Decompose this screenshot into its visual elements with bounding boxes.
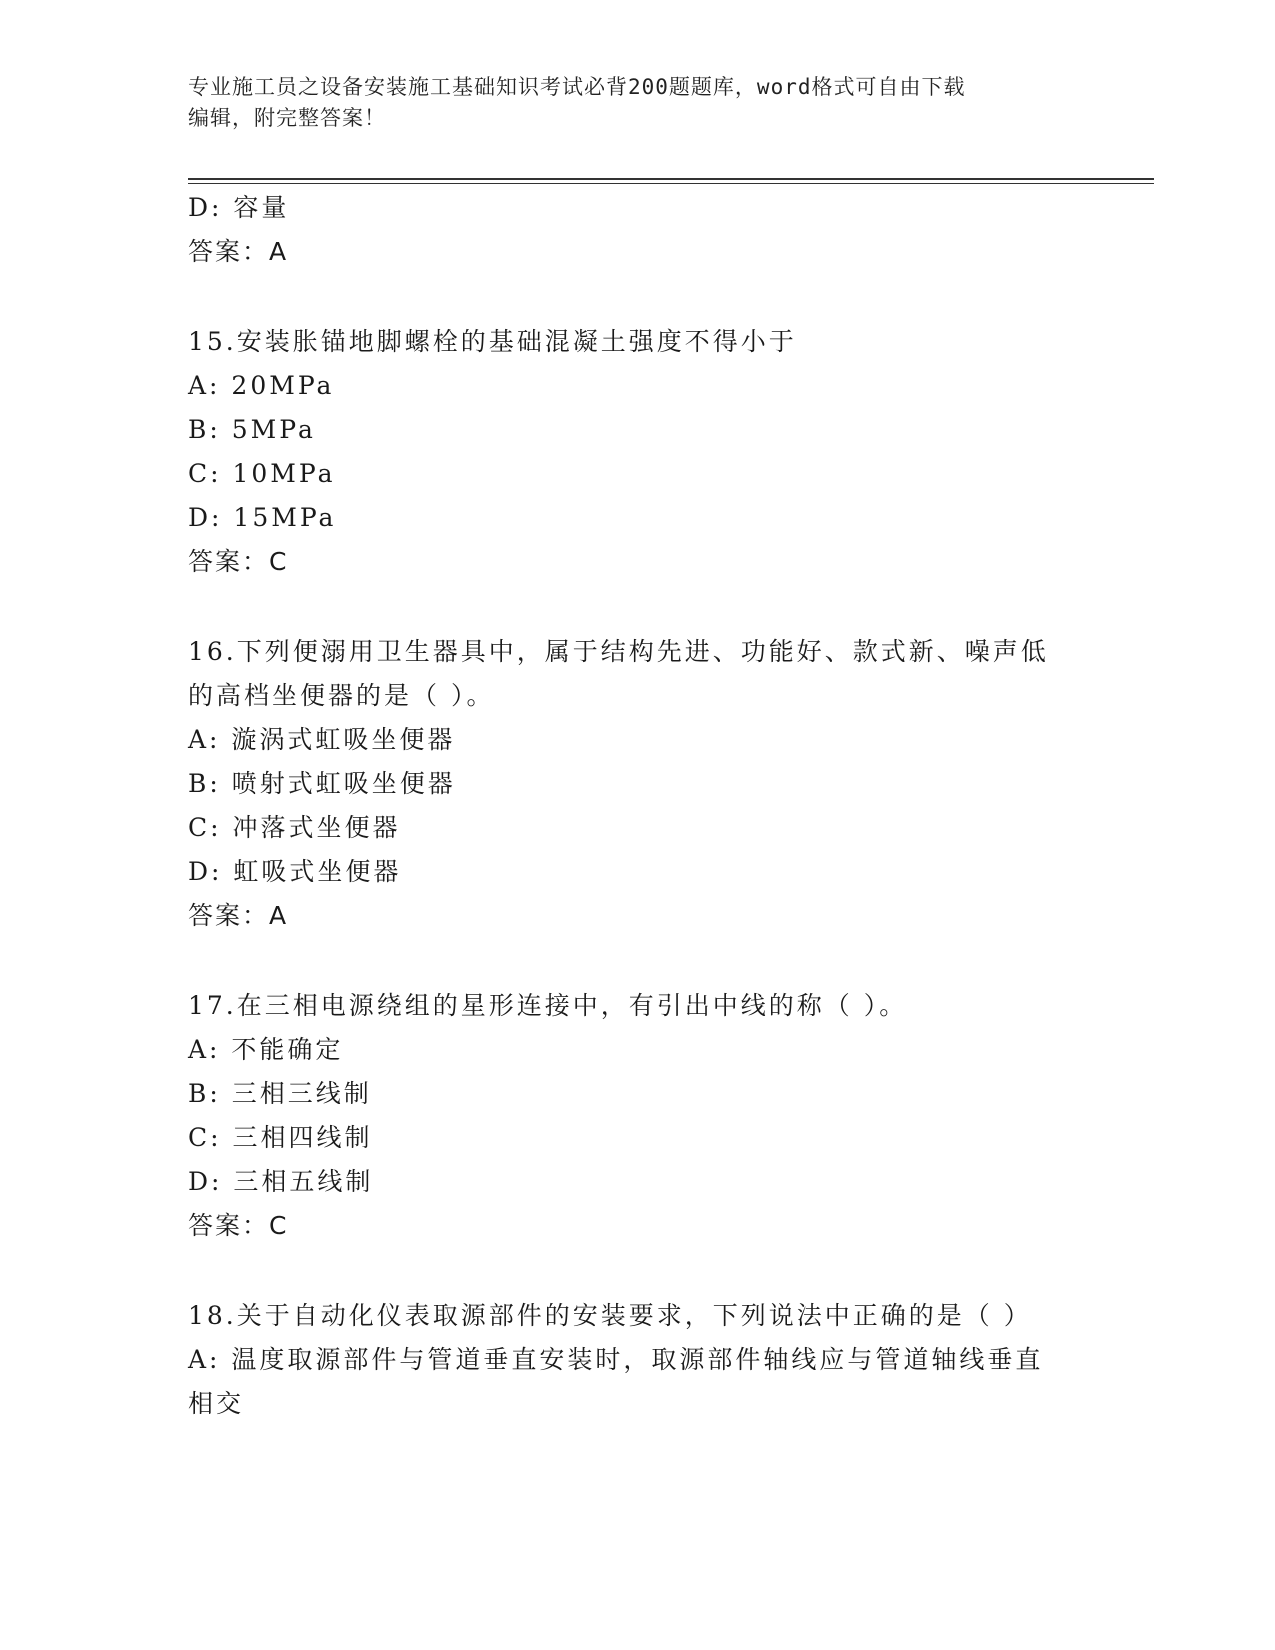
header-note (188, 72, 1068, 134)
answer: 答案：A (188, 901, 289, 930)
header-divider-thick (188, 178, 1154, 180)
answer: 答案：C (188, 1211, 289, 1240)
header-line-1: 专业施工员之设备安装施工基础知识考试必背200题题库，word格式可自由下载 (188, 75, 966, 99)
option-c: C: 10MPa (188, 459, 336, 488)
option-a: A: 不能确定 (188, 1035, 344, 1064)
option-a: A: 漩涡式虹吸坐便器 (188, 725, 456, 754)
question-stem: 16.下列便溺用卫生器具中，属于结构先进、功能好、款式新、噪声低 (188, 637, 1049, 666)
answer: 答案：C (188, 547, 289, 576)
option-d: D: 15MPa (188, 503, 337, 532)
question-stem: 15.安装胀锚地脚螺栓的基础混凝土强度不得小于 (188, 327, 797, 356)
option-a: A: 20MPa (188, 371, 335, 400)
option-b: B: 三相三线制 (188, 1079, 372, 1108)
question-stem: 17.在三相电源绕组的星形连接中，有引出中线的称（ ）。 (188, 991, 908, 1020)
option-a: A: 温度取源部件与管道垂直安装时，取源部件轴线应与管道轴线垂直 (188, 1345, 1044, 1374)
answer: 答案：A (188, 237, 289, 266)
option-c: C: 三相四线制 (188, 1123, 373, 1152)
option-d: D: 三相五线制 (188, 1167, 374, 1196)
option-d: D: 虹吸式坐便器 (188, 857, 402, 886)
option-d: D: 容量 (188, 193, 290, 222)
option-c: C: 冲落式坐便器 (188, 813, 401, 842)
question-stem: 18.关于自动化仪表取源部件的安装要求，下列说法中正确的是（ ） (188, 1301, 1032, 1330)
header-line-2: 编辑，附完整答案！ (188, 106, 386, 130)
option-b: B: 5MPa (188, 415, 316, 444)
option-b: B: 喷射式虹吸坐便器 (188, 769, 456, 798)
question-stem-continued: 的高档坐便器的是（ ）。 (188, 681, 495, 710)
header-divider-thin (188, 183, 1154, 184)
option-a-continued: 相交 (188, 1389, 245, 1418)
